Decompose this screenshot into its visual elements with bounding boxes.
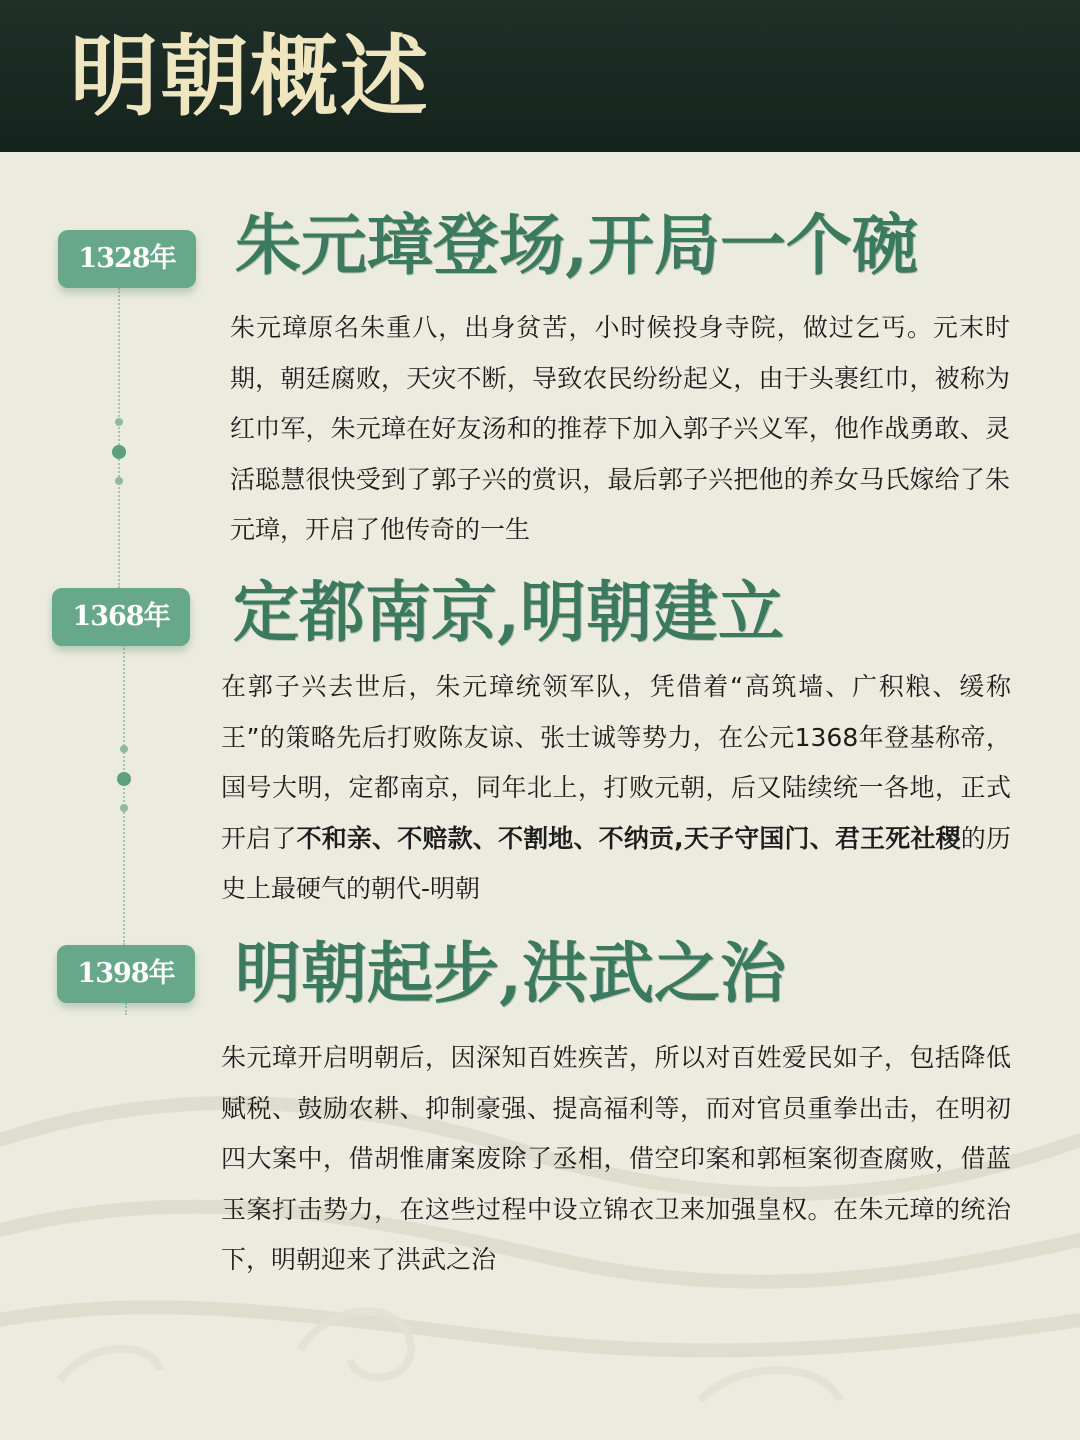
section-text-2 — [221, 662, 1011, 915]
section-text-2-a: 在郭子兴去世后，朱元璋统领军队，凭借着“高筑墙、广积粮、缓称王”的策略先后打败陈友谅、张士诚等势力，在公元1368年登基称帝，国号大明，定都南京，同年北上，打败元朝，后又陆续统一各地，正式开启了 — [221, 672, 1011, 853]
year-badge-1328: 1328年 — [58, 230, 196, 288]
section-text-3: 朱元璋开启明朝后，因深知百姓疾苦，所以对百姓爱民如子，包括降低赋税、鼓励农耕、抑制豪强、提高福利等，而对官员重拳出击，在明初四大案中，借胡惟庸案废除了丞相，借空印案和郭桓案彻查腐败，借蓝玉案打击势力，在这些过程中设立锦衣卫来加强皇权。在朱元璋的统治下，明朝迎来了洪武之治 — [221, 1043, 1011, 1274]
timeline-dot — [120, 745, 128, 753]
header-bar — [0, 0, 1080, 152]
timeline-connector — [125, 1003, 127, 1015]
timeline-dot — [115, 477, 123, 485]
year-badge-1368: 1368年 — [52, 588, 190, 646]
page-title: 明朝概述 — [70, 24, 431, 128]
timeline-dot — [120, 804, 128, 812]
timeline-connector — [118, 288, 120, 588]
timeline-dot — [112, 445, 126, 459]
timeline-dot — [115, 418, 123, 426]
section-title-1: 朱元璋登场,开局一个碗 — [235, 206, 918, 284]
timeline-dot — [117, 772, 131, 786]
section-text-2-bold: 不和亲、不赔款、不割地、不纳贡,天子守国门、君王死社稷 — [296, 823, 961, 853]
timeline-connector — [123, 645, 125, 945]
section-text-2-b: 的历史上最硬气的朝代-明朝 — [221, 823, 1011, 903]
year-badge-1398: 1398年 — [57, 945, 195, 1003]
section-text-1: 朱元璋原名朱重八，出身贫苦，小时候投身寺院，做过乞丐。元末时期，朝廷腐败，天灾不断，导致农民纷纷起义，由于头裹红巾，被称为红巾军，朱元璋在好友汤和的推荐下加入郭子兴义军，他作战勇敢、灵活聪慧很快受到了郭子兴的赏识，最后郭子兴把他的养女马氏嫁给了朱元璋，开启了他传奇的一生 — [230, 313, 1010, 544]
section-title-2: 定都南京,明朝建立 — [233, 573, 784, 651]
section-title-3: 明朝起步,洪武之治 — [235, 934, 786, 1012]
